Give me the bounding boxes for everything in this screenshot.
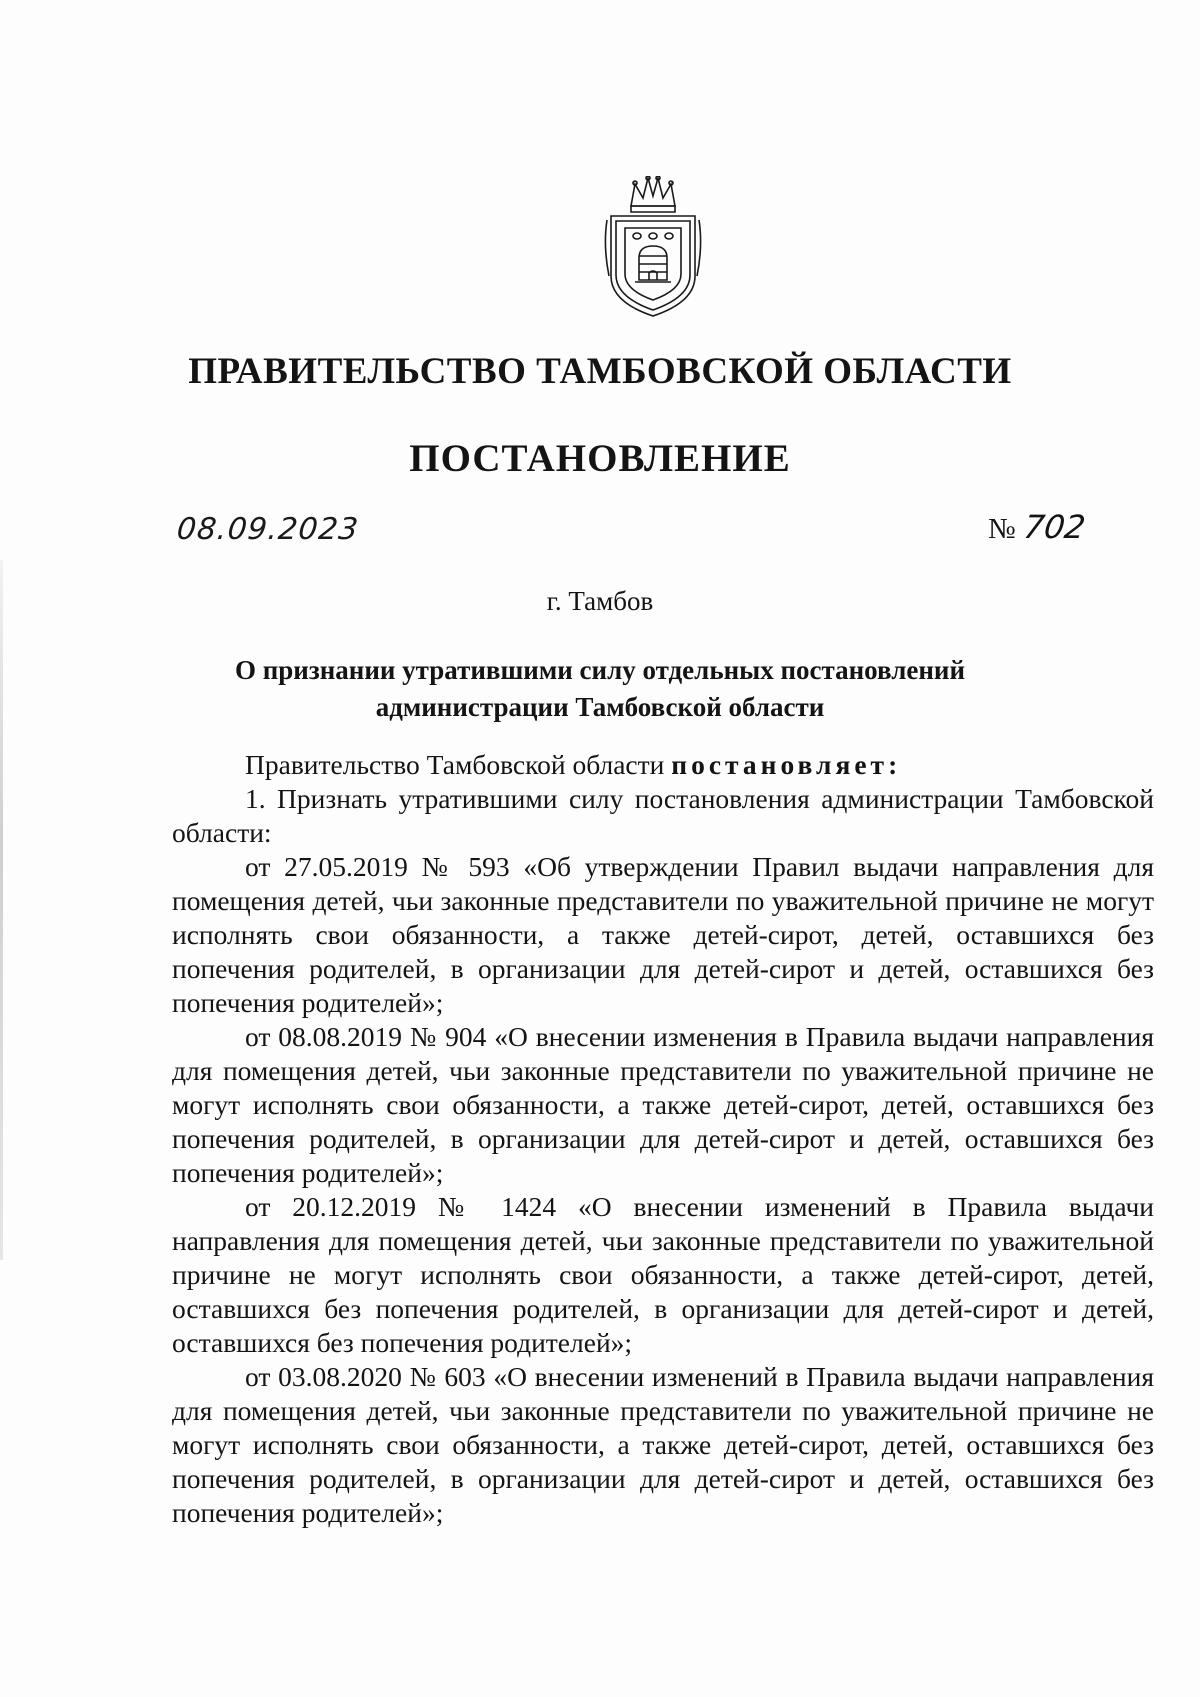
- subject-line-1: О признании утратившими силу отдельных постановлений: [234, 655, 966, 685]
- coat-of-arms-icon: [601, 176, 705, 318]
- entry-paragraph: от 20.12.2019 № 1424 «О внесении изменений в Правила выдачи направления для помещения детей, чьи законные представители по уважительной причине не могут исполнять свои обязанности, а также детей-сирот, детей, оставшихся без попечения родителей, в организации для детей-сирот и детей, оставшихся без попечения родителей»;: [172, 1191, 1154, 1358]
- entry-paragraph: от 27.05.2019 № 593 «Об утверждении Правил выдачи направления для помещения детей, чьи законные представители по уважительной причине не могут исполнять свои обязанности, а также детей-сирот, детей, оставшихся без попечения родителей, в организации для детей-сирот и детей, оставшихся без попечения родителей»;: [172, 851, 1154, 1018]
- preamble: [172, 748, 1154, 782]
- number-label: №: [988, 513, 1016, 545]
- document-date: 08.09.2023: [175, 512, 361, 547]
- document-body: [172, 748, 1154, 1530]
- entry-paragraph: от 03.08.2020 № 603 «О внесении изменений в Правила выдачи направления для помещения детей, чьи законные представители по уважительной причине не могут исполнять свои обязанности, а также детей-сирот, детей, оставшихся без попечения родителей, в организации для детей-сирот и детей, оставшихся без попечения родителей»;: [172, 1361, 1154, 1528]
- item-1: 1. Признать утратившими силу постановления администрации Тамбовской области:: [172, 783, 1154, 848]
- subject-line-2: администрации Тамбовской области: [375, 692, 825, 722]
- preamble-lead: Правительство Тамбовской области: [245, 749, 665, 780]
- document-number: [988, 508, 1088, 546]
- document-subject: [0, 652, 1200, 726]
- organization-title: ПРАВИТЕЛЬСТВО ТАМБОВСКОЙ ОБЛАСТИ: [188, 351, 1012, 392]
- number-value: 702: [1021, 508, 1088, 546]
- city-line: г. Тамбов: [546, 586, 654, 616]
- entry-paragraph: от 08.08.2019 № 904 «О внесении изменения в Правила выдачи направления для помещения детей, чьи законные представители по уважительной причине не могут исполнять свои обязанности, а также детей-сирот, детей, оставшихся без попечения родителей, в организации для детей-сирот и детей, оставшихся без попечения родителей»;: [172, 1021, 1154, 1188]
- document-type-title: ПОСТАНОВЛЕНИЕ: [409, 437, 791, 480]
- preamble-verb: постановляет:: [671, 749, 902, 780]
